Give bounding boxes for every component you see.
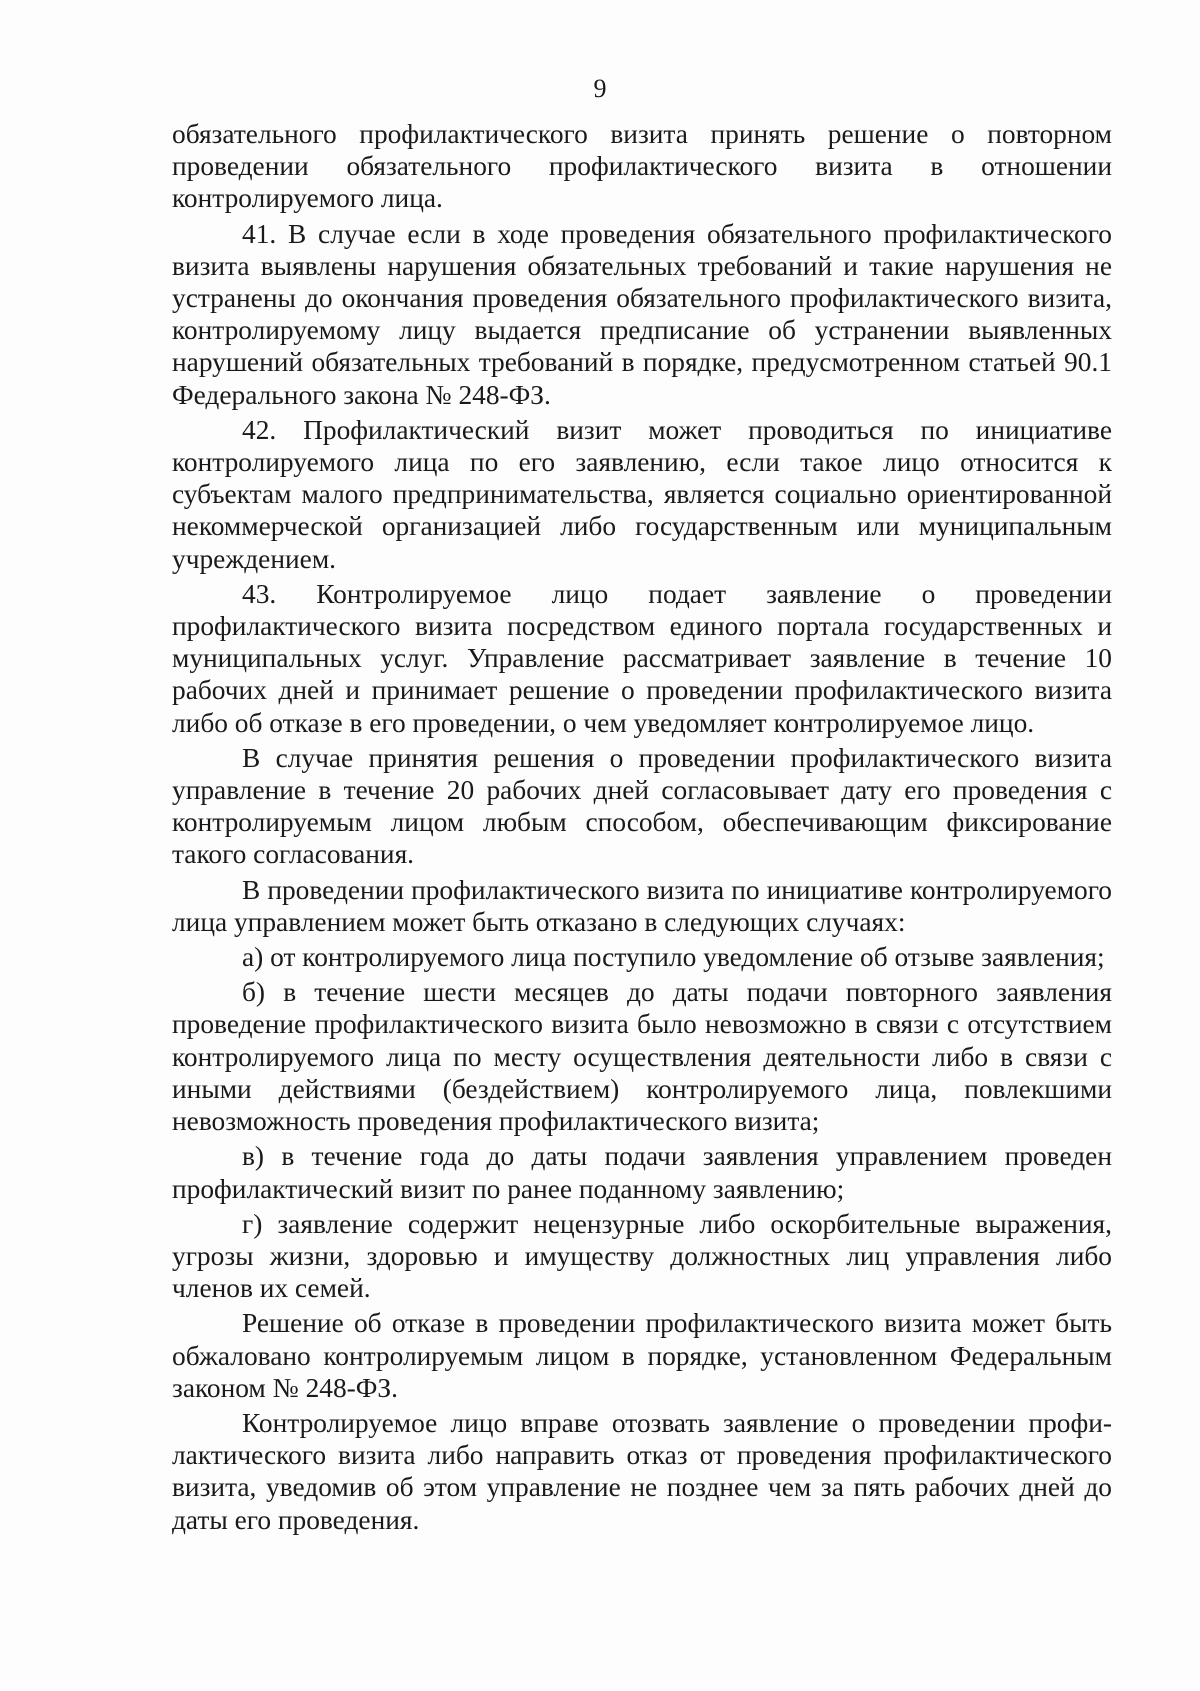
list-item-a: а) от контролируемого лица поступило уведомление об отзыве заявления; [242,942,1105,973]
paragraph-43: 43. Контролируемое лицо подает заявление о проведении профилактического визита посредством единого портала государственных и муниципальных услуг. Управление рассматривает заявление в течение 10 рабочих дней и принимает решение о проведении профилактического визита либо об отказе в его проведении, о чем уведомляет контролируемое лицо. [172,578,1112,738]
list-item-v: в) в течение года до даты подачи заявления управлением проведен профилактический визит по ранее поданному заявлению; [172,1141,1112,1204]
paragraph-withdrawal: Контролируемое лицо вправе отозвать заявление о проведении профилактического визита либо направить отказ от проведения профилактического визита, уведомив об этом управление не позднее чем за пять рабочих дней до даты его проведения. [172,1407,1112,1535]
paragraph-refusal-cases: В проведении профилактического визита по инициативе контролируемого лица управлением может быть отказано в следующих случаях: [172,874,1112,937]
document-body [172,118,1112,1539]
list-item-g: г) заявление содержит нецензурные либо оскорбительные выражения, угрозы жизни, здоровью и имуществу должностных лиц управления либо членов их семей. [172,1208,1112,1304]
paragraph-appeal: Решение об отказе в проведении профилактического визита может быть обжаловано контролируемым лицом в порядке, установленном Федеральным законом № 248-ФЗ. [172,1308,1112,1403]
list-item-b: б) в течение шести месяцев до даты подачи повторного заявления проведение профилактического визита было невозможно в связи с отсутствием контролируемого лица по месту осуществления деятельности либо в связи с иными действиями (бездействием) контролируемого лица, повлекшими невозможность проведения профилактического визита; [172,977,1112,1137]
paragraph-41: 41. В случае если в ходе проведения обязательного профилактического визита выявлены нарушения обязательных требований и такие нарушения не устранены до окончания проведения обязательного профилактического визита, контролируемому лицу выдается предписание об устранении выявленных нарушений обязательных требований в порядке, предусмотренном статьей 90.1 Федерального закона № 248-ФЗ. [172,218,1112,410]
paragraph-agreement: В случае принятия решения о проведении профилактического визита управление в течение 20 рабочих дней согласовывает дату его проведения с контролируемым лицом любым способом, обеспечивающим фиксирование такого согласования. [172,742,1112,870]
paragraph-continuation: обязательного профилактического визита принять решение о повторном проведении обязательного профилактического визита в отношении контролируемого лица. [172,119,1112,214]
page-number: 9 [593,74,607,103]
paragraph-42: 42. Профилактический визит может проводиться по инициативе контролируемого лица по его заявлению, если такое лицо относится к субъектам малого предпринимательства, является социально ориентированной некоммерческой организацией либо государственным или муниципальным учреждением. [172,414,1112,574]
